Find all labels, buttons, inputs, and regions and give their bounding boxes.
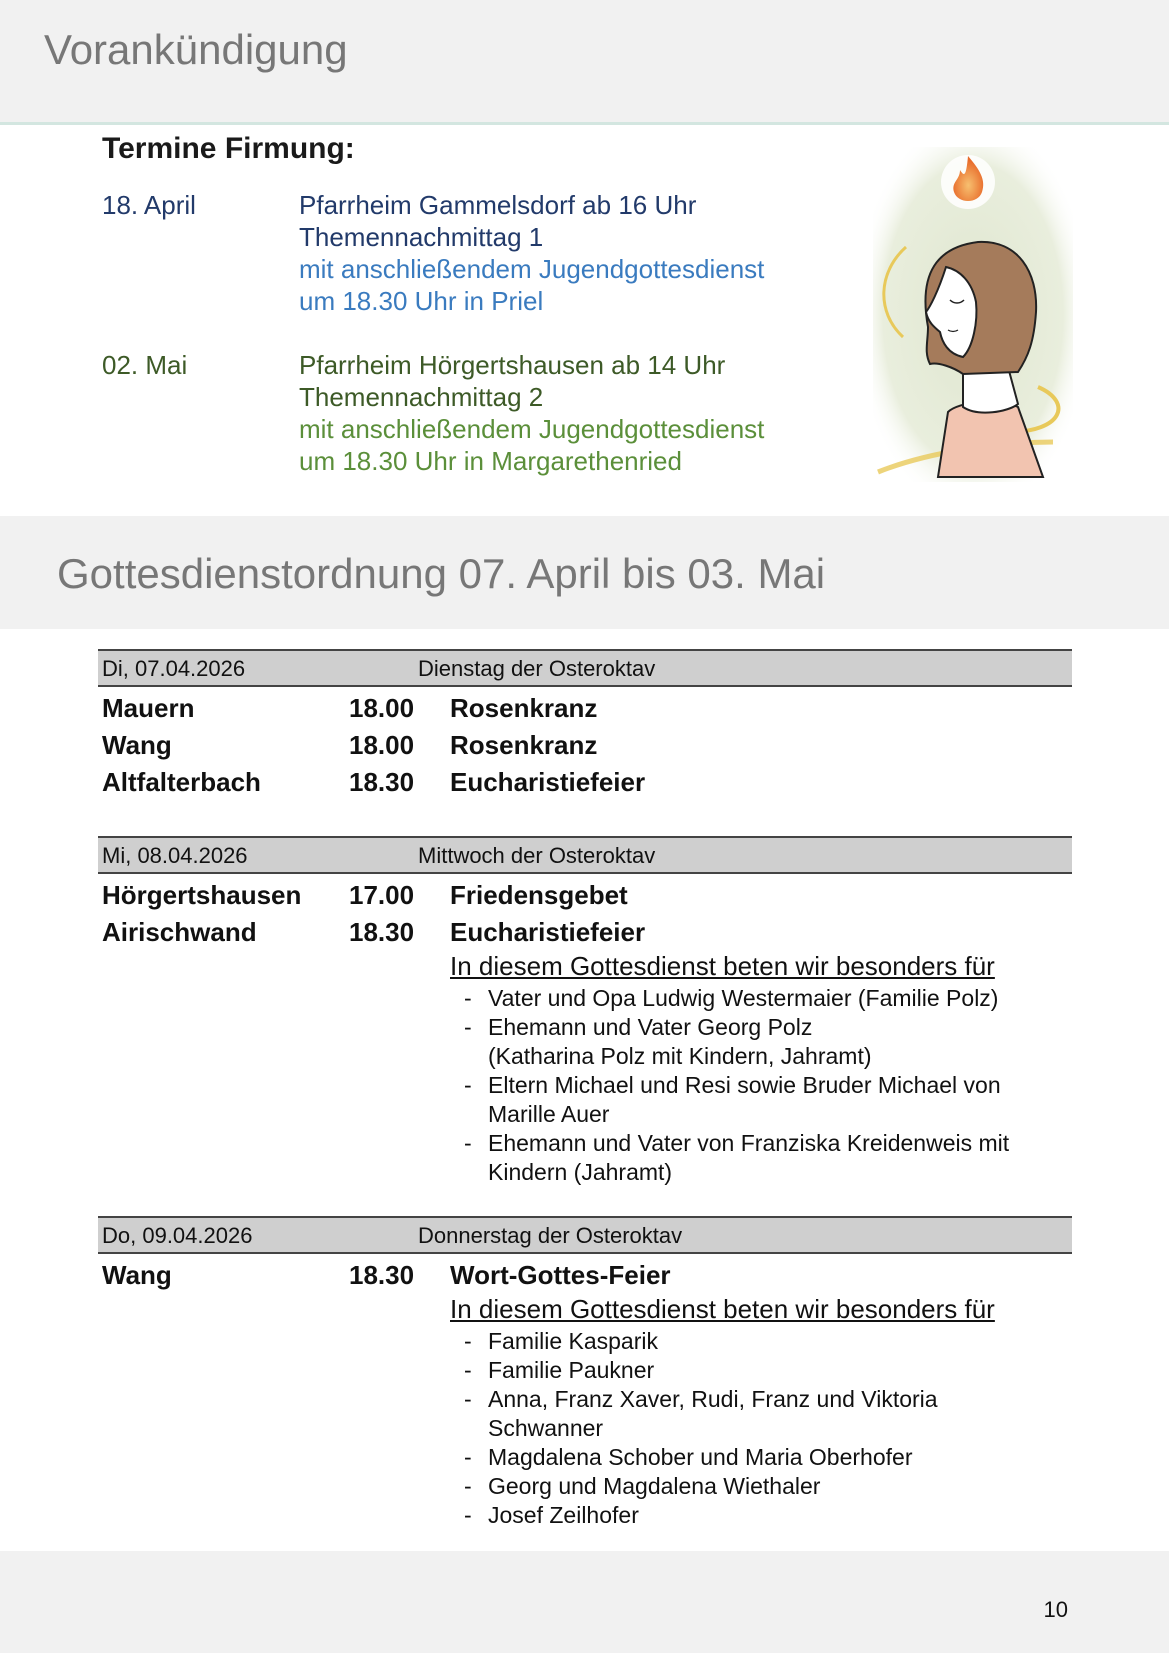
- service-row: [98, 687, 1072, 724]
- intentions-heading: In diesem Gottesdienst beten wir besonders für: [450, 1294, 995, 1324]
- intention-item: - Ehemann und Vater von Franziska Kreidenweis mit Kindern (Jahramt): [464, 1130, 1010, 1185]
- service-time: 18.00: [349, 730, 415, 760]
- intention-item: - Vater und Opa Ludwig Westermaier (Familie Polz): [464, 985, 999, 1011]
- service-type: Eucharistiefeier: [450, 767, 646, 797]
- confirmation-dates-title: Termine Firmung:: [102, 132, 355, 165]
- service-type: Eucharistiefeier: [450, 917, 646, 947]
- liturgical-day: Donnerstag der Osteroktav: [418, 1223, 683, 1248]
- day-header: [98, 1216, 1072, 1254]
- service-row: [98, 761, 1072, 798]
- entry-line: um 18.30 Uhr in Margarethenried: [299, 446, 682, 476]
- service-type: Rosenkranz: [450, 730, 598, 760]
- mass-intentions: [450, 948, 1072, 1187]
- day-block: [98, 649, 1072, 798]
- schedule-heading: Gottesdienstordnung 07. April bis 03. Mai: [57, 550, 826, 597]
- liturgical-day: Dienstag der Osteroktav: [418, 656, 656, 681]
- intention-item: - Anna, Franz Xaver, Rudi, Franz und Viktoria Schwanner: [464, 1386, 938, 1441]
- service-time: 18.30: [349, 1260, 415, 1290]
- service-time: 18.00: [349, 693, 415, 723]
- service-time: 18.30: [349, 767, 415, 797]
- preview-header-band: [0, 0, 1169, 125]
- service-type: Friedensgebet: [450, 880, 628, 910]
- service-row: [98, 724, 1072, 761]
- schedule-header-band: [0, 516, 1169, 629]
- service-place: Mauern: [102, 693, 195, 723]
- day-date: Mi, 08.04.2026: [102, 843, 248, 868]
- service-type: Wort-Gottes-Feier: [450, 1260, 671, 1290]
- service-time: 18.30: [349, 917, 415, 947]
- intention-item: - Georg und Magdalena Wiethaler: [464, 1473, 821, 1499]
- entry-line: Themennachmittag 1: [299, 222, 544, 252]
- day-header: [98, 836, 1072, 874]
- service-place: Airischwand: [102, 917, 257, 947]
- confirmation-date: 18. April: [102, 190, 196, 220]
- entry-line: Pfarrheim Hörgertshausen ab 14 Uhr: [299, 350, 726, 380]
- mass-intentions: [450, 1291, 1072, 1530]
- entry-line: mit anschließendem Jugendgottesdienst: [299, 414, 765, 444]
- day-block: [98, 1216, 1072, 1530]
- confirmation-illustration: [868, 142, 1078, 487]
- preview-heading: Vorankündigung: [44, 26, 348, 73]
- service-type: Rosenkranz: [450, 693, 598, 723]
- day-date: Di, 07.04.2026: [102, 656, 246, 681]
- entry-line: um 18.30 Uhr in Priel: [299, 286, 544, 316]
- service-place: Hörgertshausen: [102, 880, 302, 910]
- service-row: [98, 911, 1072, 948]
- intention-item: - Familie Paukner: [464, 1357, 655, 1383]
- intention-item: - Magdalena Schober und Maria Oberhofer: [464, 1444, 913, 1470]
- service-place: Wang: [102, 1260, 172, 1290]
- footer-band: [0, 1551, 1169, 1653]
- entry-line: Themennachmittag 2: [299, 382, 544, 412]
- page-number: 10: [1043, 1597, 1068, 1622]
- service-row: [98, 1254, 1072, 1291]
- day-block: [98, 836, 1072, 1187]
- entry-line: Pfarrheim Gammelsdorf ab 16 Uhr: [299, 190, 697, 220]
- service-place: Wang: [102, 730, 172, 760]
- intention-item: - Josef Zeilhofer: [464, 1502, 639, 1528]
- day-date: Do, 09.04.2026: [102, 1223, 253, 1248]
- intentions-heading: In diesem Gottesdienst beten wir besonders für: [450, 951, 995, 981]
- service-time: 17.00: [349, 880, 415, 910]
- confirmation-date: 02. Mai: [102, 350, 188, 380]
- service-row: [98, 874, 1072, 911]
- day-header: [98, 649, 1072, 687]
- intention-item: - Eltern Michael und Resi sowie Bruder Michael von Marille Auer: [464, 1072, 1001, 1127]
- intention-item: - Familie Kasparik: [464, 1328, 658, 1354]
- liturgical-day: Mittwoch der Osteroktav: [418, 843, 656, 868]
- woman-with-flame-icon: [868, 142, 1078, 487]
- intention-item: - Ehemann und Vater Georg Polz (Katharina Polz mit Kindern, Jahramt): [464, 1014, 872, 1069]
- service-place: Altfalterbach: [102, 767, 261, 797]
- entry-line: mit anschließendem Jugendgottesdienst: [299, 254, 765, 284]
